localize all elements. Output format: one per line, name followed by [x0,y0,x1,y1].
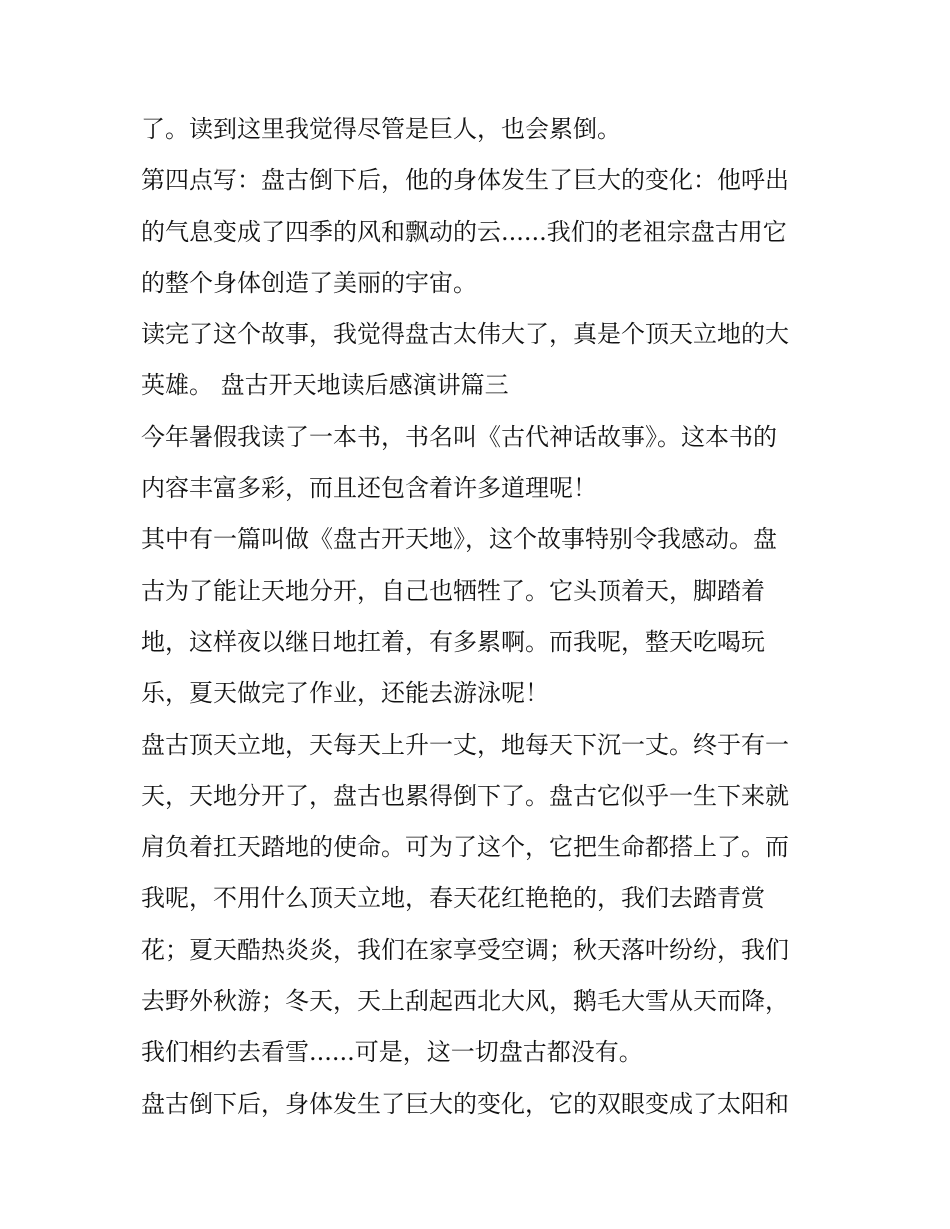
text-line: 我呢，不用什么顶天立地，春天花红艳艳的，我们去踏青赏 [141,884,765,913]
text-line: 花；夏天酷热炎炎，我们在家享受空调；秋天落叶纷纷，我们 [141,935,789,964]
text-line: 读完了这个故事，我觉得盘古太伟大了，真是个顶天立地的大 [141,320,789,349]
text-line: 今年暑假我读了一本书，书名叫《古代神话故事》。这本书的 [141,422,777,451]
text-line: 古为了能让天地分开，自己也牺牲了。它头顶着天，脚踏着 [141,576,765,605]
text-line: 肩负着扛天踏地的使命。可为了这个，它把生命都搭上了。而 [141,833,789,862]
text-line: 英雄。 盘古开天地读后感演讲篇三 [141,371,509,400]
text-line: 天，天地分开了，盘古也累得倒下了。盘古它似乎一生下来就 [141,781,789,810]
text-line: 的整个身体创造了美丽的宇宙。 [141,268,477,297]
document-body [141,104,821,1130]
text-line: 的气息变成了四季的风和飘动的云......我们的老祖宗盘古用它 [141,217,787,246]
text-line: 其中有一篇叫做《盘古开天地》，这个故事特别令我感动。盘 [141,525,777,554]
text-line: 了。读到这里我觉得尽管是巨人，也会累倒。 [141,115,621,143]
text-line: 内容丰富多彩，而且还包含着许多道理呢！ [141,474,597,503]
text-line: 地，这样夜以继日地扛着，有多累啊。而我呢，整天吃喝玩 [141,627,765,656]
text-line: 盘古倒下后，身体发生了巨大的变化，它的双眼变成了太阳和 [141,1089,789,1118]
text-line: 去野外秋游；冬天，天上刮起西北大风，鹅毛大雪从天而降， [141,987,789,1016]
text-line: 乐，夏天做完了作业，还能去游泳呢！ [141,679,549,708]
text-line: 我们相约去看雪......可是，这一切盘古都没有。 [141,1038,643,1067]
text-line: 盘古顶天立地，天每天上升一丈，地每天下沉一丈。终于有一 [141,730,789,759]
text-line: 第四点写：盘古倒下后，他的身体发生了巨大的变化：他呼出 [141,166,789,195]
